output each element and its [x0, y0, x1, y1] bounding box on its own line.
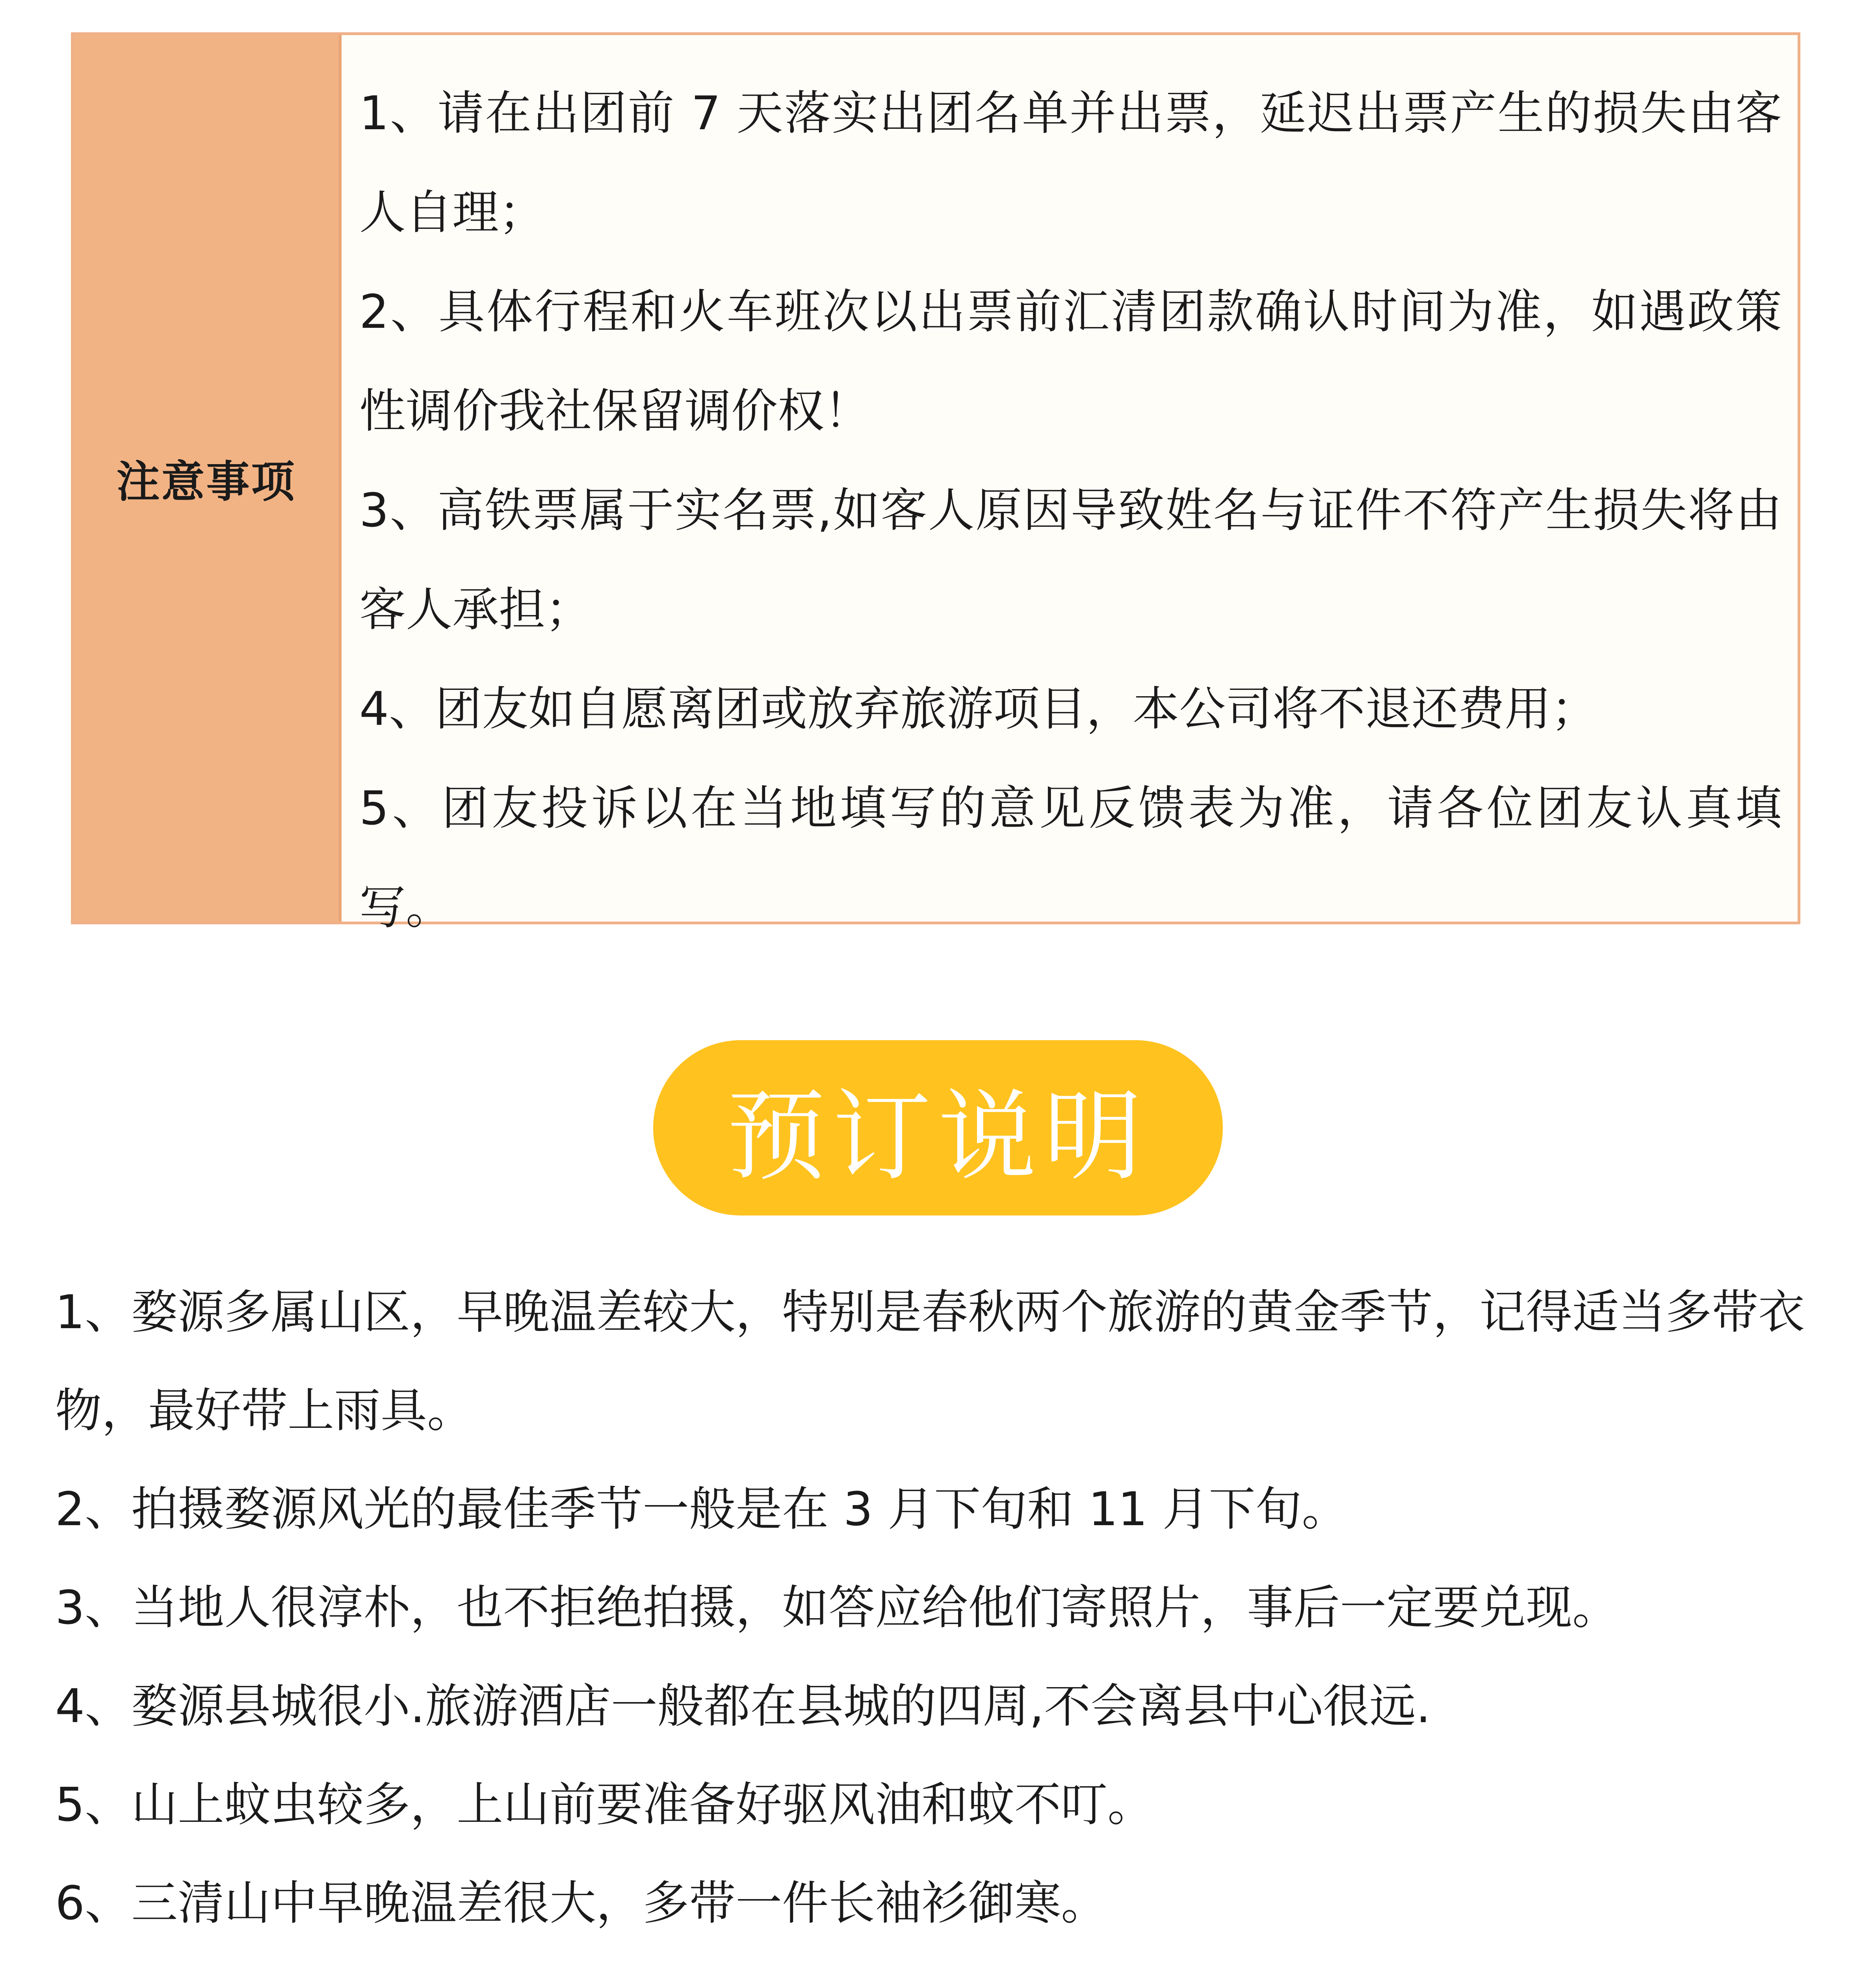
tip-item: 3、当地人很淳朴，也不拒绝拍摄，如答应给他们寄照片，事后一定要兑现。: [55, 1580, 1619, 1635]
tip-item: 6、三清山中早晚温差很大，多带一件长袖衫御寒。: [55, 1876, 1108, 1930]
notice-item: 1、请在出团前 7 天落实出团名单并出票，延迟出票产生的损失由客人自理；: [359, 86, 1782, 240]
notice-label-cell: [74, 35, 342, 922]
notice-content: [342, 35, 1798, 935]
notice-label: 注意事项: [116, 457, 296, 507]
booking-tips-list: [55, 1263, 1824, 1970]
tip-item: 2、拍摄婺源风光的最佳季节一般是在 3 月下旬和 11 月下旬。: [55, 1482, 1348, 1536]
notice-item: 2、具体行程和火车班次以出票前汇清团款确认时间为准，如遇政策性调价我社保留调价权！: [359, 284, 1782, 438]
booking-heading: 预订说明: [727, 1079, 1149, 1194]
notice-item: 4、团友如自愿离团或放弃旅游项目，本公司将不退还费用；: [359, 682, 1598, 736]
notice-table: [71, 32, 1800, 935]
booking-heading-pill: [653, 1040, 1223, 1215]
tip-item: 1、婺源多属山区，早晚温差较大，特别是春秋两个旅游的黄金季节，记得适当多带衣物，最好带上雨具。: [55, 1285, 1805, 1438]
notice-item: 3、高铁票属于实名票,如客人原因导致姓名与证件不符产生损失将由客人承担；: [359, 483, 1782, 637]
notice-item: 5、团友投诉以在当地填写的意见反馈表为准，请各位团友认真填写。: [359, 781, 1782, 935]
tip-item: 5、山上蚊虫较多，上山前要准备好驱风油和蚊不叮。: [55, 1777, 1154, 1832]
tip-item: [55, 1952, 1824, 1970]
tip-item: 4、婺源县城很小.旅游酒店一般都在县城的四周,不会离县中心很远.: [55, 1679, 1431, 1733]
